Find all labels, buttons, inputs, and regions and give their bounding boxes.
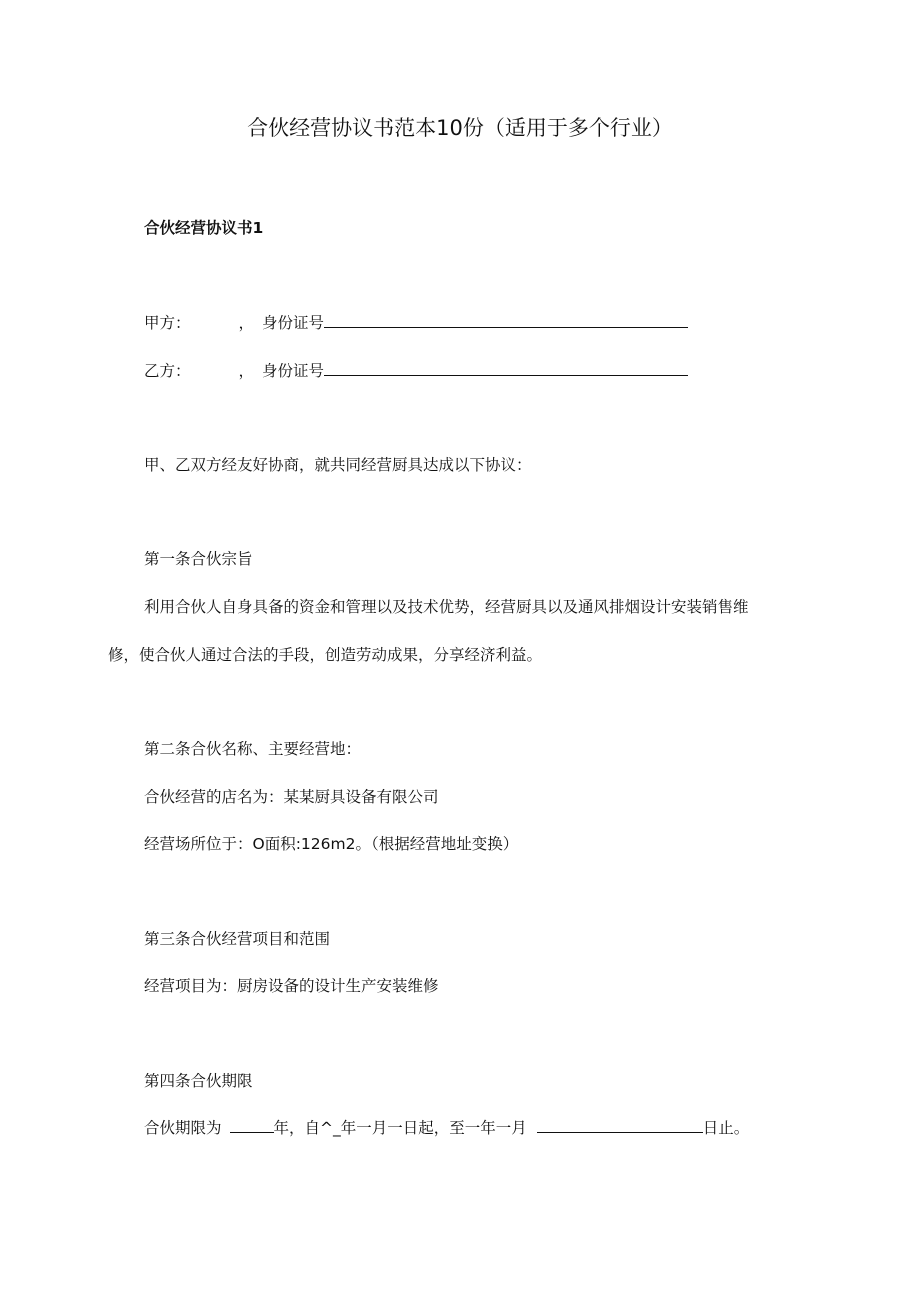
document-title: 合伙经营协议书范本10份（适用于多个行业） — [247, 116, 673, 140]
party-b-id-blank — [324, 361, 688, 376]
party-a-label: 甲方： — [144, 314, 191, 332]
party-a-line — [144, 313, 688, 333]
term-suffix: 日止。 — [702, 1119, 750, 1137]
party-b-id-label: 身份证号 — [262, 362, 325, 380]
article1-heading: 第一条合伙宗旨 — [144, 550, 253, 568]
party-a-id-label: 身份证号 — [262, 314, 325, 332]
agreement-heading: 合伙经营协议书1 — [144, 219, 264, 237]
article3-scope: 经营项目为：厨房设备的设计生产安装维修 — [144, 977, 439, 995]
article2-store-name: 合伙经营的店名为：某某厨具设备有限公司 — [144, 788, 439, 806]
intro-paragraph: 甲、乙双方经友好协商，就共同经营厨具达成以下协议： — [144, 456, 532, 474]
article2-heading: 第二条合伙名称、主要经营地： — [144, 740, 362, 758]
article4-heading: 第四条合伙期限 — [144, 1072, 253, 1090]
term-years-blank — [230, 1118, 274, 1133]
article4-term-line — [144, 1118, 749, 1138]
party-b-label: 乙方： — [144, 362, 191, 380]
article3-heading: 第三条合伙经营项目和范围 — [144, 930, 331, 948]
term-middle: 年，自^_年一月一日起，至一年一月 — [273, 1119, 527, 1137]
party-a-comma: ， — [238, 314, 255, 332]
article1-line1: 利用合伙人自身具备的资金和管理以及技术优势，经营厨具以及通风排烟设计安装销售维 — [144, 598, 749, 616]
party-b-line — [144, 361, 688, 381]
party-a-id-blank — [324, 313, 688, 328]
article1-line2: 修，使合伙人通过合法的手段，创造劳动成果，分享经济利益。 — [108, 646, 543, 664]
article2-location: 经营场所位于：O面积:126m2。（根据经营地址变换） — [144, 835, 519, 853]
party-b-comma: ， — [238, 362, 255, 380]
term-end-blank — [537, 1118, 703, 1133]
term-prefix: 合伙期限为 — [144, 1119, 222, 1137]
